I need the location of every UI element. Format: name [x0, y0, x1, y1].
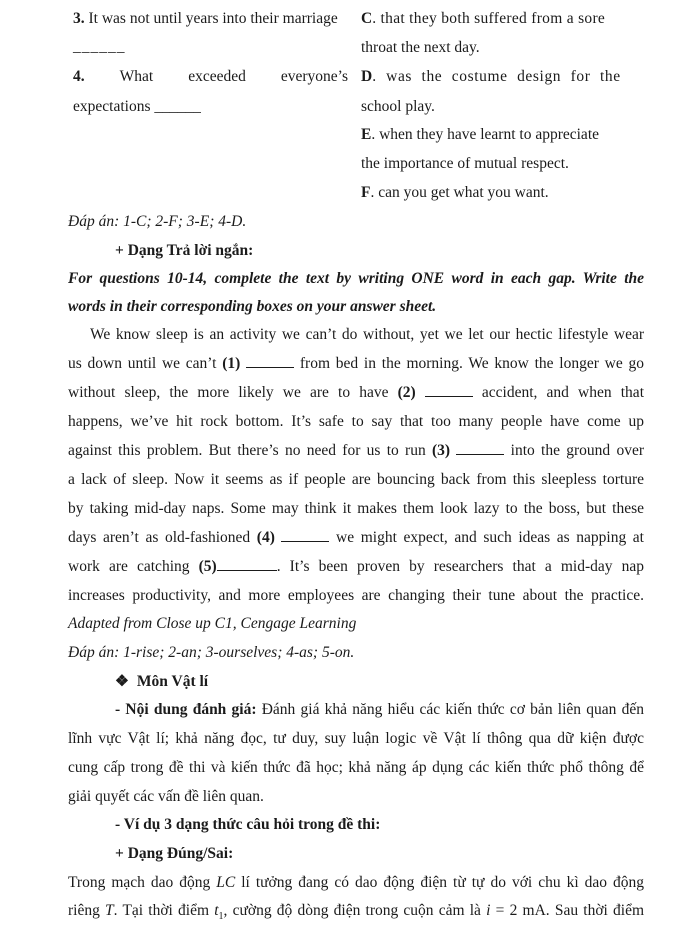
- math-symbol: t: [214, 902, 219, 919]
- question-text: Trong mạch dao động: [68, 874, 217, 891]
- short-answer-heading: + Dạng Trả lời ngắn:: [115, 242, 254, 259]
- passage-source: Adapted from Close up C1, Cengage Learning: [68, 615, 357, 632]
- passage-text: us down until we can’t: [68, 355, 223, 372]
- question-line: [68, 874, 644, 892]
- gap-number: (2): [397, 384, 416, 401]
- option-text: . when they have learnt to appreciate: [371, 126, 599, 143]
- content-line: [115, 701, 644, 719]
- passage-text: without sleep, the more likely we are to have: [68, 384, 398, 401]
- gap-blank: [246, 357, 294, 368]
- content-line: lĩnh vực Vật lí; khả năng đọc, tư duy, suy luận logic về Vật lí thông qua dữ kiện được: [68, 730, 644, 747]
- passage-line: [68, 529, 644, 547]
- question-4: [73, 68, 348, 86]
- option-letter: F: [361, 184, 371, 201]
- content-line: cung cấp trong đề thi và kiến thức đã học; khả năng áp dụng các kiến thức phổ thông để: [68, 759, 644, 776]
- content-line: giải quyết các vấn đề liên quan.: [68, 788, 264, 805]
- question-number: 4.: [73, 68, 85, 85]
- option-letter: E: [361, 126, 372, 143]
- question-text: lí tưởng đang có dao động điện từ tự do với chu kì dao động: [235, 874, 644, 891]
- question-text: . Tại thời điểm: [113, 902, 215, 919]
- passage-text: work are catching: [68, 558, 199, 575]
- passage-line: a lack of sleep. Now it seems as if people are bouncing back from this sleepless torture: [68, 471, 644, 488]
- option-letter: C: [361, 10, 373, 27]
- option-c-line2: throat the next day.: [361, 39, 480, 56]
- instruction-line-2: words in their corresponding boxes on your answer sheet.: [68, 298, 437, 315]
- answer-blank: ______: [154, 98, 201, 115]
- option-text: . can you get what you want.: [370, 184, 549, 201]
- content-text: Đánh giá khả năng hiểu các kiến thức cơ bản liên quan đến: [256, 701, 644, 718]
- gap-blank: [281, 531, 329, 542]
- gap-number: (3): [432, 442, 451, 459]
- passage-line: [68, 558, 644, 576]
- question-3: [73, 10, 338, 28]
- option-d-line2: school play.: [361, 98, 435, 115]
- passage-line: happens, we’ve hit rock bottom. It’s safe to say that too many people have come up: [68, 413, 644, 430]
- true-false-heading: + Dạng Đúng/Sai:: [115, 845, 234, 862]
- math-symbol: i: [486, 902, 491, 919]
- question-number: 3.: [73, 10, 85, 27]
- passage-text: from bed in the morning. We know the longer we go: [294, 355, 645, 372]
- passage-line: by taking mid-day naps. Some may think it makes them look lazy to the boss, but these: [68, 500, 644, 517]
- passage-line: We know sleep is an activity we can’t do without, yet we let our hectic lifestyle wear: [90, 326, 644, 343]
- passage-text: . It’s been proven by researchers that a mid-day nap: [276, 558, 644, 575]
- question-4-line2: [73, 98, 201, 116]
- gap-number: (5): [198, 558, 217, 575]
- option-f-line1: [361, 184, 549, 202]
- math-symbol: T: [105, 902, 114, 919]
- gap-number: (4): [256, 529, 275, 546]
- question-3-blank: ______: [73, 38, 126, 55]
- question-text: , cường độ dòng điện trong cuộn cảm là: [223, 902, 487, 919]
- passage-line: [68, 355, 644, 373]
- content-label: - Nội dung đánh giá:: [115, 701, 257, 718]
- option-e-line1: [361, 126, 599, 144]
- section-title: Môn Vật lí: [136, 673, 209, 690]
- passage-text: accident, and when that: [472, 384, 644, 401]
- question-line: [68, 902, 644, 922]
- gap-blank: [425, 386, 473, 397]
- passage-line: [68, 442, 644, 460]
- question-word: exceeded: [188, 68, 246, 85]
- math-symbol: LC: [216, 874, 236, 891]
- passage-text: we might expect, and such ideas as napping at: [329, 529, 644, 546]
- question-text: riêng: [68, 902, 106, 919]
- answer-key-2: Đáp án: 1-rise; 2-an; 3-ourselves; 4-as; 5-on.: [68, 644, 355, 661]
- question-word: everyone’s: [280, 68, 348, 85]
- instruction-line-1: For questions 10-14, complete the text by writing ONE word in each gap. Write the: [68, 270, 644, 287]
- question-text: = 2 mA. Sau thời điểm: [490, 902, 645, 919]
- passage-text: days aren’t as old-fashioned: [68, 529, 257, 546]
- option-letter: D: [361, 68, 373, 85]
- passage-text: against this problem. But there’s no need for us to run: [68, 442, 432, 459]
- physics-heading: [115, 672, 208, 691]
- example-heading: - Ví dụ 3 dạng thức câu hỏi trong đề thi:: [115, 816, 381, 833]
- passage-text: into the ground over: [504, 442, 645, 459]
- option-text: . that they both suffered from a sore: [372, 10, 606, 27]
- passage-line: increases productivity, and more employees are changing their tune about the practice.: [68, 587, 644, 604]
- question-text: expectations: [73, 98, 151, 115]
- option-text: . was the costume design for the: [372, 68, 621, 85]
- gap-blank: [217, 560, 277, 571]
- math-subscript: 1: [218, 911, 224, 923]
- passage-line: [68, 384, 644, 402]
- option-d-line1: [361, 68, 621, 86]
- gap-blank: [456, 444, 504, 455]
- gap-number: (1): [222, 355, 241, 372]
- question-word: What: [119, 68, 154, 85]
- option-e-line2: the importance of mutual respect.: [361, 155, 569, 172]
- answer-key-1: Đáp án: 1-C; 2-F; 3-E; 4-D.: [68, 213, 247, 230]
- option-c-line1: [361, 10, 605, 28]
- diamond-bullet-icon: ❖: [115, 673, 129, 690]
- question-text: It was not until years into their marriage: [88, 10, 338, 27]
